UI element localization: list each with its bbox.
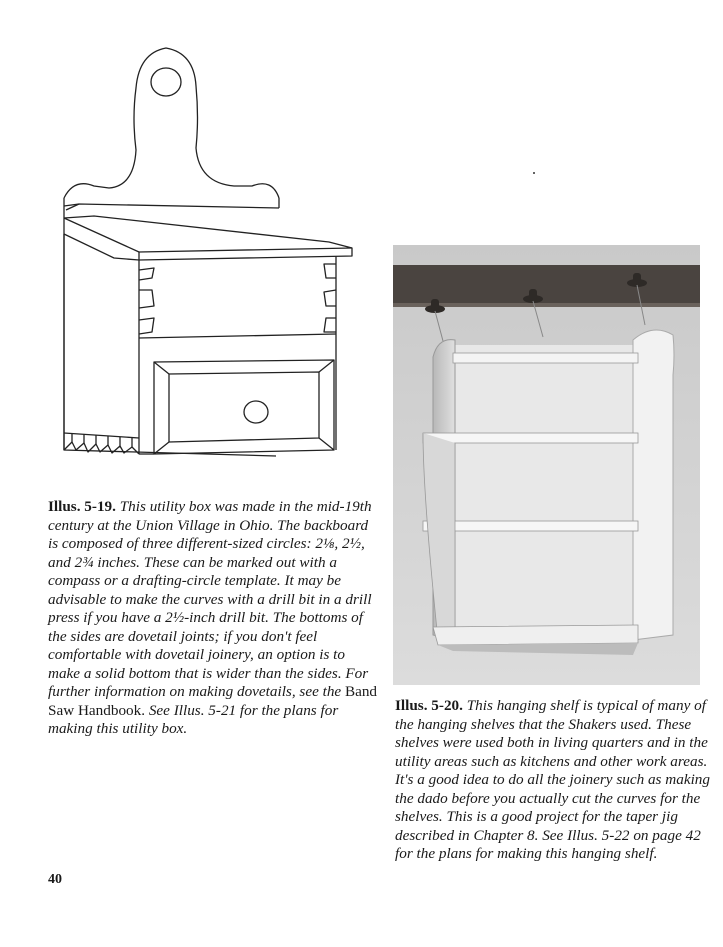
caption-illus-5-19 <box>48 498 378 739</box>
utility-box-drawing <box>44 38 364 488</box>
caption-text: This utility box was made in the mid-19th century at the Union Village in Ohio. The backboard is composed of three different-sized circles: 2⅛, 2½, and 2¾ inches. These can be marked out with a compass or a drafting-circle template. It may be advisable to make the curves with a drill bit in a drill press if you have a 2½-inch drill bit. The bottoms of the sides are dovetail joints; if you don't feel comfortable with dovetail joinery, an option is to make a solid bottom that is wider than the sides. For further information on making dovetails, see the <box>48 498 372 700</box>
book-title: Band Saw Handbook. <box>48 683 378 719</box>
caption-label: Illus. 5-19. <box>48 498 116 515</box>
caption-text-end: See Illus. 5-21 for the plans for making this utility box. <box>48 701 339 737</box>
caption-text: This hanging shelf is typical of many of the hanging shelves that the Shakers used. These shelves were used both in living quarters and in the utility areas such as kitchens and other work areas. It's a good idea to do all the joinery such as making the dado before you actually cut the curves for the shelves. This is a good project for the taper jig described in Chapter 8. See Illus. 5-22 on page 42 for the plans for making this hanging shelf. <box>395 697 710 862</box>
caption-label: Illus. 5-20. <box>395 697 463 714</box>
stray-mark <box>533 172 535 174</box>
page-number: 40 <box>48 872 62 887</box>
caption-illus-5-20 <box>395 697 713 864</box>
hanging-shelf-photo <box>393 245 700 685</box>
